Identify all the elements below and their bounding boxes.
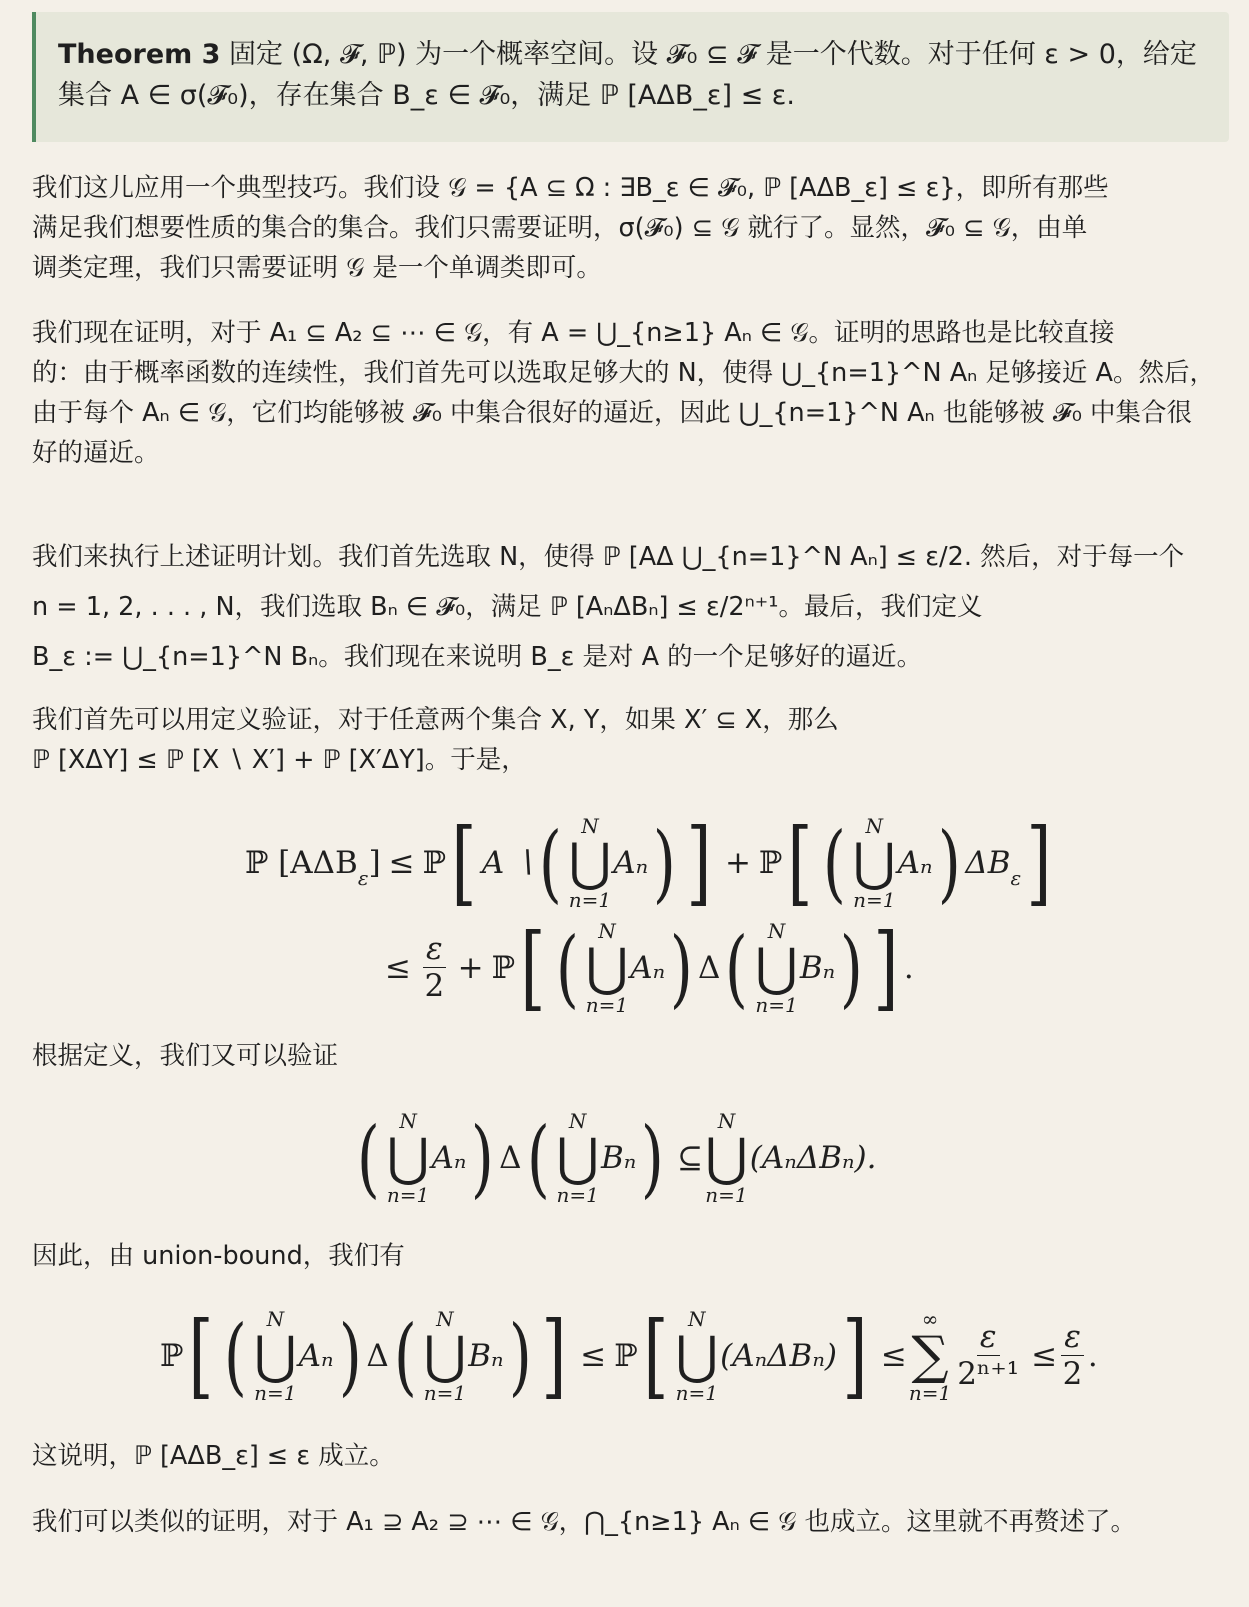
eq3-rel-3: ≤ [1031, 1337, 1058, 1374]
eq3-left-paren: ( [224, 1306, 248, 1405]
paragraph-line: 我们这儿应用一个典型技巧。我们设 𝒢 = {A ⊆ Ω : ∃B_ε ∈ 𝓕₀, ℙ [AΔB_ε] ≤ ε}，即所有那些 [32, 173, 1109, 203]
sum-symbol: ∑ [911, 1325, 949, 1386]
eq-eps-sub-2: ε [1010, 866, 1022, 890]
eq-left-paren-2: ( [823, 813, 847, 912]
eq-rel: ≤ [388, 844, 415, 881]
eq2-subset: ⊆ [677, 1139, 704, 1176]
eq-An-2: Aₙ [897, 844, 933, 881]
eq2-left-paren-2: ( [526, 1108, 550, 1207]
fraction-numerator: ε [423, 931, 446, 968]
equation-2-row [352, 1100, 877, 1215]
equation-3 [0, 1298, 1249, 1418]
paragraph-set-inequality [32, 700, 1217, 780]
union-operator [556, 1110, 599, 1206]
eq-period: . [903, 949, 914, 986]
paragraph-line: 由于每个 Aₙ ∈ 𝒢，它们均能够被 𝓕₀ 中集合很好的逼近，因此 ⋃_{n=1}^N Aₙ 也能够被 𝓕₀ 中集合很 [32, 398, 1193, 428]
eq3-left-bracket: [ [188, 1301, 214, 1409]
paragraph-line: 调类定理，我们只需要证明 𝒢 是一个单调类即可。 [32, 253, 602, 283]
union-symbol: ⋃ [386, 1127, 430, 1188]
union-operator [569, 815, 612, 911]
eq3-P2: ℙ [614, 1337, 638, 1374]
union-sub: n=1 [705, 1182, 748, 1207]
paragraph-line: 根据定义，我们又可以验证 [32, 1041, 339, 1071]
paragraph-line: 我们首先可以用定义验证，对于任意两个集合 X, Y，如果 X′ ⊆ X，那么 [32, 705, 839, 735]
eq-left-bracket-2: [ [787, 808, 813, 916]
eq2-rhs: (AₙΔBₙ). [749, 1139, 877, 1176]
eq-plus: + [724, 844, 751, 881]
theorem-line-2: 集合 A ∈ σ(𝓕₀)，存在集合 B_ε ∈ 𝓕₀，满足 ℙ [AΔB_ε] ≤ ε. [58, 80, 795, 111]
union-sub: n=1 [675, 1380, 718, 1405]
eq-A-setminus: A ∖ [481, 844, 534, 881]
eq-An-3: Aₙ [630, 949, 666, 986]
paragraph-line: 因此，由 union-bound，我们有 [32, 1241, 405, 1271]
theorem-line-1 [58, 34, 1221, 75]
eq-right-bracket-2: ] [1026, 808, 1052, 916]
union-operator [705, 1110, 748, 1206]
fraction-numerator: ε [1061, 1319, 1084, 1356]
sum-sub: n=1 [908, 1380, 952, 1405]
eq3-An: Aₙ [298, 1337, 334, 1374]
union-sub: n=1 [568, 887, 612, 912]
union-operator [853, 815, 896, 911]
eq2-delta: Δ [499, 1139, 522, 1176]
eq-eps-sub: ε [357, 866, 369, 890]
eq-left-paren-4: ( [725, 918, 749, 1017]
paragraph-line: B_ε := ⋃_{n=1}^N Bₙ。我们现在来说明 B_ε 是对 A 的一个足够好的逼近。 [32, 642, 923, 672]
eq3-rel-2: ≤ [880, 1337, 907, 1374]
eq-left-paren-3: ( [555, 918, 579, 1017]
paragraph-line: 这说明，ℙ [AΔB_ε] ≤ ε 成立。 [32, 1441, 395, 1471]
paragraph-proof-idea [32, 313, 1217, 473]
paragraph-verify [32, 1036, 1217, 1076]
union-symbol: ⋃ [556, 1127, 599, 1188]
eq-right-paren: ) [653, 813, 677, 912]
union-sub: n=1 [254, 1380, 297, 1405]
eq-plus-2: + [457, 949, 484, 986]
eq-rel-2: ≤ [385, 949, 411, 986]
union-sup: N [767, 918, 786, 943]
union-sup: N [598, 918, 616, 943]
union-sup: N [865, 813, 883, 838]
fraction-denominator: 2ⁿ⁺¹ [957, 1356, 1020, 1392]
paragraph-line: 满足我们想要性质的集合的集合。我们只需要证明，σ(𝓕₀) ⊆ 𝒢 就行了。显然，𝓕₀ ⊆ 𝒢，由单 [32, 213, 1088, 243]
union-sub: n=1 [556, 1182, 599, 1207]
fraction-denominator: 2 [424, 968, 445, 1004]
eq3-period: . [1087, 1337, 1098, 1374]
paragraph-line: 的：由于概率函数的连续性，我们首先可以选取足够大的 N，使得 ⋃_{n=1}^N Aₙ 足够接近 A。然后， [32, 358, 1215, 388]
equation-2 [0, 1100, 1249, 1220]
union-sup: N [568, 1108, 587, 1133]
equation-1 [0, 805, 1249, 1045]
paragraph-line: n = 1, 2, . . . , N，我们选取 Bₙ ∈ 𝓕₀，满足 ℙ [AₙΔBₙ] ≤ ε/2ⁿ⁺¹。最后，我们定义 [32, 592, 983, 622]
union-sup: N [688, 1306, 706, 1331]
paragraph-monotone-class [32, 168, 1217, 288]
eq-P3: ℙ [491, 949, 515, 986]
equation-1-row-2 [385, 910, 914, 1025]
paragraph-line: 我们可以类似的证明，对于 A₁ ⊇ A₂ ⊇ ⋯ ∈ 𝒢，⋂_{n≥1} Aₙ ∈ 𝒢 也成立。这里就不再赘述了。 [32, 1507, 1136, 1537]
eq-left-paren: ( [538, 813, 562, 912]
fraction-eps-power [957, 1319, 1019, 1392]
paragraph-line: 好的逼近。 [32, 438, 160, 468]
eq-lhs: ℙ [AΔB [245, 844, 358, 881]
fraction-numerator: ε [977, 1319, 1000, 1356]
union-symbol: ⋃ [254, 1325, 297, 1386]
theorem-text-1: 固定 (Ω, 𝓕, ℙ) 为一个概率空间。设 𝓕₀ ⊆ 𝓕 是一个代数。对于任何 ε > 0，给定 [229, 39, 1197, 70]
union-sub: n=1 [386, 1182, 430, 1207]
union-symbol: ⋃ [705, 1127, 748, 1188]
eq-P2: ℙ [758, 844, 783, 881]
eq3-left-paren-2: ( [393, 1306, 417, 1405]
theorem-label: Theorem 3 [58, 39, 221, 70]
union-operator [254, 1308, 297, 1404]
union-sub: n=1 [755, 992, 798, 1017]
theorem-box [32, 12, 1229, 142]
eq2-Bn: Bₙ [601, 1139, 637, 1176]
eq-left-bracket: [ [451, 808, 477, 916]
union-operator [424, 1308, 467, 1404]
union-sup: N [717, 1108, 736, 1133]
eq2-left-paren: ( [356, 1108, 380, 1207]
eq-right-paren-2: ) [937, 813, 961, 912]
eq3-right-paren: ) [338, 1306, 362, 1405]
union-symbol: ⋃ [585, 937, 629, 998]
eq2-right-paren-2: ) [641, 1108, 665, 1207]
sum-sup: ∞ [921, 1306, 939, 1331]
paragraph-conclusion [32, 1436, 1217, 1476]
union-sup: N [436, 1306, 454, 1331]
union-sub: n=1 [853, 887, 896, 912]
eq-P: ℙ [422, 844, 446, 881]
eq-Bn: Bₙ [799, 949, 836, 986]
paragraph-decreasing [32, 1502, 1217, 1542]
eq-right-bracket: ] [686, 808, 712, 916]
union-symbol: ⋃ [852, 832, 896, 893]
union-symbol: ⋃ [755, 937, 798, 998]
eq-An: Aₙ [613, 844, 649, 881]
fraction-eps-half [423, 931, 446, 1004]
eq3-P: ℙ [160, 1337, 184, 1374]
union-operator [586, 920, 629, 1016]
eq-right-bracket-3: ] [873, 913, 899, 1021]
eq-left-bracket-3: [ [520, 913, 546, 1021]
union-operator [387, 1110, 430, 1206]
union-sub: n=1 [585, 992, 629, 1017]
union-sup: N [581, 813, 599, 838]
paragraph-line: ℙ [XΔY] ≤ ℙ [X ∖ X′] + ℙ [X′ΔY]。于是， [32, 745, 527, 775]
paragraph-line: 我们现在证明，对于 A₁ ⊆ A₂ ⊆ ⋯ ∈ 𝒢，有 A = ⋃_{n≥1} Aₙ ∈ 𝒢。证明的思路也是比较直接 [32, 318, 1115, 348]
sum-operator [909, 1308, 951, 1404]
union-operator [755, 920, 798, 1016]
equation-3-row [160, 1298, 1098, 1413]
eq3-right-bracket: ] [541, 1301, 567, 1409]
paragraph-proof-plan [32, 532, 1217, 682]
eq3-Bn: Bₙ [468, 1337, 504, 1374]
union-sup: N [399, 1108, 417, 1133]
fraction-eps-half [1061, 1319, 1084, 1392]
union-symbol: ⋃ [675, 1325, 719, 1386]
eq-delta: Δ [698, 949, 721, 986]
fraction-denominator: 2 [1062, 1356, 1083, 1392]
eq-right-paren-3: ) [670, 918, 694, 1017]
eq-bracket: ] [368, 844, 381, 881]
eq3-right-paren-2: ) [508, 1306, 532, 1405]
eq-delta-B: ΔB [965, 844, 1011, 881]
eq2-An: Aₙ [431, 1139, 467, 1176]
paragraph-line: 我们来执行上述证明计划。我们首先选取 N，使得 ℙ [AΔ ⋃_{n=1}^N Aₙ] ≤ ε/2. 然后，对于每一个 [32, 542, 1185, 572]
eq3-rel: ≤ [580, 1337, 607, 1374]
union-sup: N [266, 1306, 285, 1331]
eq2-right-paren: ) [471, 1108, 495, 1207]
eq3-right-bracket-2: ] [842, 1301, 868, 1409]
union-sub: n=1 [423, 1380, 467, 1405]
eq-right-paren-4: ) [840, 918, 864, 1017]
union-symbol: ⋃ [423, 1325, 467, 1386]
paragraph-union-bound [32, 1236, 1217, 1276]
eq3-delta: Δ [366, 1337, 389, 1374]
union-operator [675, 1308, 718, 1404]
union-symbol: ⋃ [568, 832, 612, 893]
eq3-union-rhs: (AₙΔBₙ) [720, 1337, 837, 1374]
equation-1-row-1 [245, 805, 1057, 920]
eq3-left-bracket-2: [ [642, 1301, 669, 1409]
